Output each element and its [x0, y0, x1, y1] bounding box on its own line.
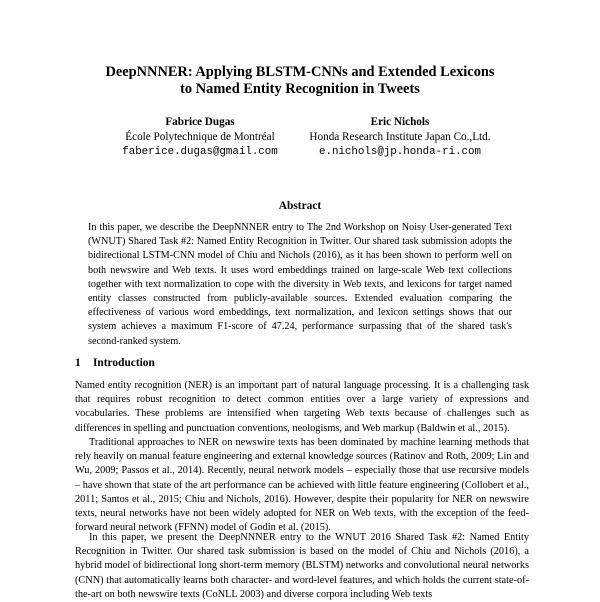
author-block-2: [300, 115, 500, 160]
author-email: faberice.dugas@gmail.com: [122, 146, 278, 158]
body-paragraph-3: In this paper, we present the DeepNNNER entry to the WNUT 2016 Shared Task #2: Named Entity Recognition in Twitter. Our shared task submission is based on the model of Chiu and Nichols (2016), a hybrid model of bidirectional long short-term memory (BLSTM) networks and convolutional neural networks (CNN) that automatically learns both character- and word-level features, and which holds the current state-of-the-art on both newswire texts (CoNLL 2003) and diverse corpora including Web texts: [75, 532, 529, 600]
author-email: e.nichols@jp.honda-ri.com: [319, 146, 481, 158]
body-paragraph-2: Traditional approaches to NER on newswire texts has been dominated by machine learning methods that rely heavily on manual feature engineering and external knowledge sources (Ratinov and Roth, 2009; Lin and Wu, 2009; Passos et al., 2014). Recently, neural network models – especially those that use recursive models – have shown that state of the art performance can be achieved with little feature engineering (Collobert et al., 2011; Santos et al., 2015; Chiu and Nichols, 2016). However, despite their popularity for NER on newswire texts, neural networks have not been widely adopted for NER on Web texts, with the exception of the feed-forward neural network (FFNN) model of Godin et al. (2015).: [75, 437, 529, 534]
author-affiliation: Honda Research Institute Japan Co.,Ltd.: [309, 131, 491, 143]
body-paragraph-1: Named entity recognition (NER) is an important part of natural language processing. It is a challenging task that requires robust recognition to detect common entities over a large variety of expressions and vocabularies. These problems are intensified when targeting Web texts because of challenges such as differences in spelling and punctuation conventions, neologisms, and Web markup (Baldwin et al., 2015).: [75, 380, 529, 434]
paper-title-line-2: to Named Entity Recognition in Tweets: [180, 81, 420, 97]
section-title: Introduction: [93, 357, 155, 369]
section-heading: [75, 357, 155, 369]
author-affiliation: École Polytechnique de Montréal: [125, 131, 275, 143]
author-name: Fabrice Dugas: [165, 116, 235, 128]
author-name: Eric Nichols: [370, 116, 430, 128]
abstract-text: In this paper, we describe the DeepNNNER entry to The 2nd Workshop on Noisy User-generated Text (WNUT) Shared Task #2: Named Entity Recognition in Twitter. Our shared task submission adopts the bidirectional LSTM-CNN model of Chiu and Nichols (2016), as it has been shown to perform well on both newswire and Web texts. It uses word embeddings trained on large-scale Web text collections together with text normalization to cope with the diversity in Web texts, and lexicons for target named entity classes constructed from publicly-available sources. Extended evaluation comparing the effectiveness of various word embeddings, text normalization, and lexicon settings shows that our system achieves a maximum F1-score of 47.24, performance surpassing that of the shared task's second-ranked system.: [88, 222, 512, 347]
abstract-heading: Abstract: [278, 200, 322, 212]
section-number: 1: [75, 357, 81, 369]
author-block-1: [100, 115, 300, 160]
paper-title-line-1: DeepNNNER: Applying BLSTM-CNNs and Extended Lexicons: [105, 64, 495, 80]
